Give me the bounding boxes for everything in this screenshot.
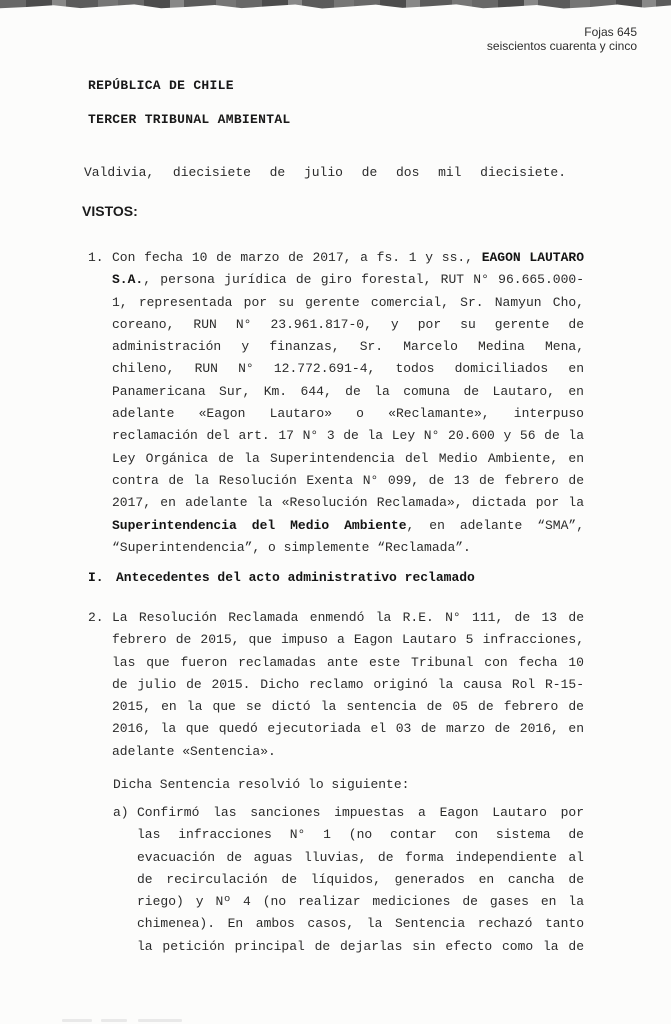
tribunal-heading: TERCER TRIBUNAL AMBIENTAL — [88, 112, 291, 127]
scan-smudge — [138, 1019, 182, 1022]
text-line: adelante «Sentencia». — [112, 743, 276, 759]
section-heading-1 — [88, 567, 588, 589]
text-line: Panamericana Sur, Km. 644, de la comuna de Lautaro, en — [112, 383, 584, 399]
text-line: Con fecha 10 de marzo de 2017, a fs. 1 y ss., EAGON LAUTARO — [112, 250, 585, 265]
subitem-a — [113, 802, 584, 958]
text-line: 1, representada por su gerente comercial, Sr. Namyun Cho, — [112, 294, 584, 310]
text-line: 2015, en la que se dictó la sentencia de 05 de febrero de — [112, 699, 584, 715]
text-line: adelante «Eagon Lautaro» o «Reclamante», interpuso — [112, 406, 584, 422]
text-line: S.A., persona jurídica de giro forestal, RUT N° 96.665.000- — [112, 272, 584, 288]
text-line: Ley Orgánica de la Superintendencia del Medio Ambiente, en — [112, 450, 584, 466]
text-line: las que fueron reclamadas ante este Tribunal con fecha 10 — [112, 654, 584, 670]
text-line: Superintendencia del Medio Ambiente, en adelante “SMA”, — [112, 517, 585, 533]
vistos-heading: VISTOS: — [82, 203, 138, 219]
text-line: de recirculación de líquidos, generados en cancha de — [137, 871, 584, 887]
section-1-numeral: I. — [88, 570, 104, 585]
text-line: la petición principal de dejarlas sin efecto como la de — [137, 938, 584, 954]
scan-smudge — [62, 1019, 92, 1022]
text-line: las infracciones N° 1 (no contar con sistema de — [137, 827, 584, 843]
paragraph-1 — [88, 247, 584, 559]
subitem-a-text — [137, 802, 584, 958]
text-line: “Superintendencia”, o simplemente “Reclamada”. — [112, 539, 471, 555]
text-line: administración y finanzas, Sr. Marcelo Medina Mena, — [112, 339, 584, 355]
folio-number: Fojas 645 — [584, 25, 637, 39]
sentencia-intro-line: Dicha Sentencia resolvió lo siguiente: — [113, 777, 410, 792]
subitem-a-marker: a) — [113, 805, 129, 820]
folio-stamp — [487, 26, 637, 53]
text-line: reclamación del art. 17 N° 3 de la Ley N° 20.600 y 56 de la — [112, 428, 584, 444]
scan-torn-edge — [0, 0, 671, 9]
text-line: chileno, RUN N° 12.772.691-4, todos domiciliados en — [112, 361, 584, 377]
text-line: febrero de 2015, que impuso a Eagon Lautaro 5 infracciones, — [112, 632, 584, 648]
text-line: riego) y Nº 4 (no realizar mediciones de gases en la — [137, 894, 584, 910]
text-line: coreano, RUN N° 23.961.817-0, y por su gerente de — [112, 316, 584, 332]
scan-smudge — [101, 1019, 127, 1022]
text-line: 2016, la que quedó ejecutoriada el 03 de marzo de 2016, en — [112, 721, 584, 737]
text-line: La Resolución Reclamada enmendó la R.E. N° 111, de 13 de — [112, 610, 584, 625]
place-date-line: Valdivia, diecisiete de julio de dos mil diecisiete. — [84, 165, 566, 180]
text-line: contra de la Resolución Exenta N° 099, de 13 de febrero de — [112, 472, 584, 488]
paragraph-2-number: 2. — [88, 610, 104, 625]
paragraph-2 — [88, 607, 584, 763]
text-line: Confirmó las sanciones impuestas a Eagon Lautaro por — [137, 805, 584, 820]
text-line: de julio de 2015. Dicho reclamo originó la causa Rol R-15- — [112, 676, 584, 692]
text-line: 2017, en adelante la «Resolución Reclamada», dictada por la — [112, 495, 584, 511]
paragraph-2-text — [112, 607, 584, 763]
republic-heading: REPÚBLICA DE CHILE — [88, 78, 234, 93]
folio-words: seiscientos cuarenta y cinco — [486, 38, 637, 53]
text-line: evacuación de aguas lluvias, de forma independiente al — [137, 849, 584, 865]
text-line: chimenea). En ambos casos, la Sentencia rechazó tanto — [137, 916, 584, 932]
section-1-title: Antecedentes del acto administrativo reclamado — [116, 570, 475, 585]
paragraph-1-text — [112, 247, 584, 559]
paragraph-1-number: 1. — [88, 250, 104, 265]
